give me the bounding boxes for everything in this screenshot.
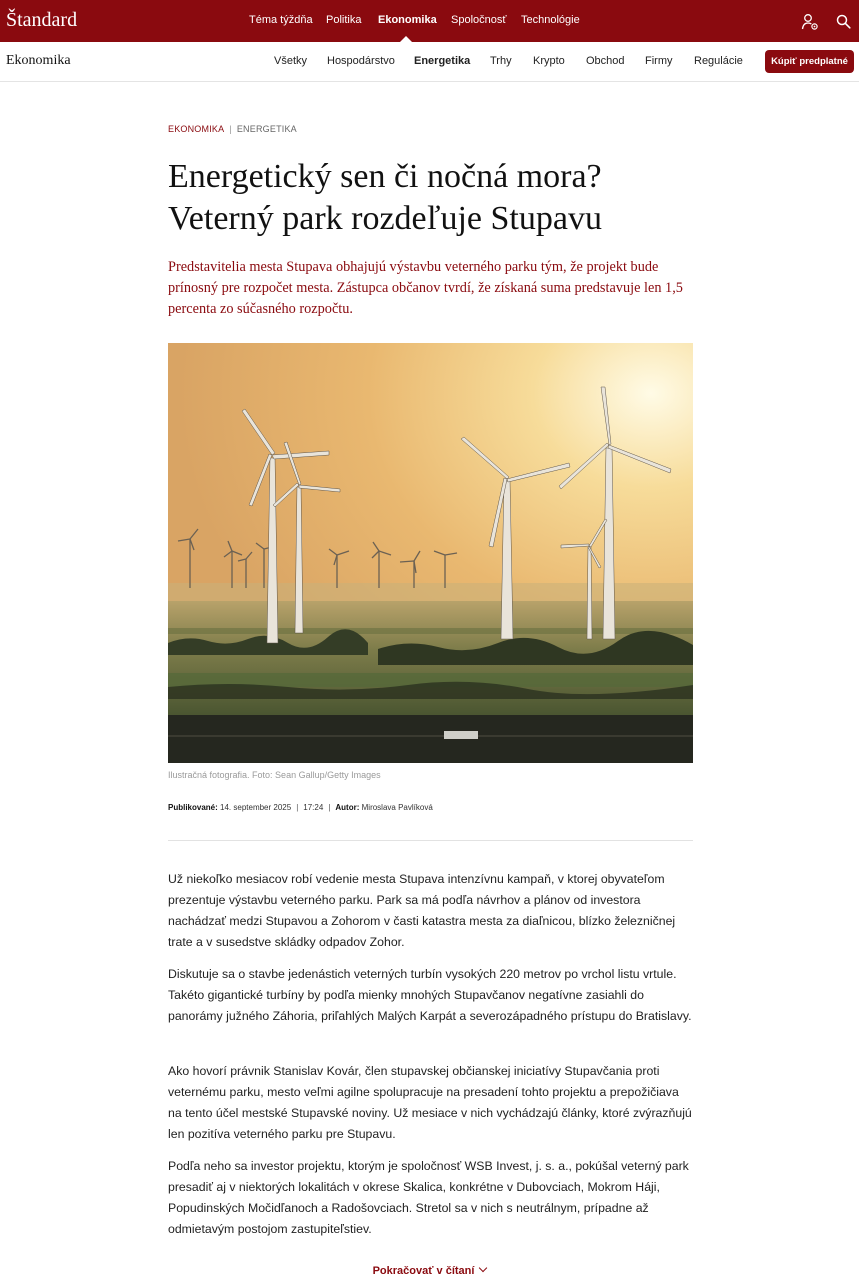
headline-line-2: Veterný park rozdeľuje Stupavu: [168, 200, 602, 237]
breadcrumb: [168, 124, 297, 134]
article-paragraph-3: Ako hovorí právnik Stanislav Kovár, člen stupavskej občianskej iniciatívy Stupavčania proti veternému parku, mesto veľmi agilne spolupracuje na presadení tohto projektu a prepožičiava na tento účel mestské Stupavské noviny. Už mesiace v nich vychádzajú články, ktoré zvýrazňujú len pozitíva veterného parku pre Stupavu.: [168, 1064, 692, 1141]
published-time: 17:24: [303, 803, 324, 812]
section-title[interactable]: Ekonomika: [6, 53, 71, 68]
article-meta: Publikované: 14. september 2025 | 17:24 | Autor: Miroslava Pavlíková: [168, 803, 433, 812]
article-perex: Predstavitelia mesta Stupava obhajujú výstavbu veterného parku tým, že projekt bude prínosný pre rozpočet mesta. Zástupca občanov tvrdí, že získaná suma predstavuje len 1,5 percenta zo súčasného rozpočtu.: [168, 259, 683, 317]
published-date: 14. september 2025: [220, 803, 292, 812]
article-paragraph-2: Diskutuje sa o stavbe jedenástich veterných turbín vysokých 220 metrov po vrchol listu vrtule. Takéto gigantické turbíny by podľa mienky mnohých Stupavčanov negatívne zasiahli do panorámy južného Záhoria, priľahlých Malých Karpát a severozápadného prístupu do Bratislavy.: [168, 967, 692, 1023]
continue-reading-button[interactable]: [0, 1265, 859, 1277]
meta-divider: [168, 840, 693, 841]
search-icon[interactable]: [836, 14, 851, 29]
site-logo[interactable]: Štandard: [6, 9, 78, 31]
subnav-item-regulacie[interactable]: Regulácie: [694, 55, 743, 67]
article-headline: [168, 156, 728, 240]
user-settings-icon[interactable]: [801, 13, 819, 31]
author-name[interactable]: Miroslava Pavlíková: [361, 803, 433, 812]
nav-item-politika[interactable]: Politika: [326, 14, 362, 26]
subnav-item-obchod[interactable]: Obchod: [586, 55, 625, 67]
subnav-item-krypto[interactable]: Krypto: [533, 55, 565, 67]
section-navigation-bar: [0, 42, 859, 82]
top-navigation-bar: [0, 0, 859, 42]
nav-item-spolocnost[interactable]: Spoločnosť: [451, 14, 507, 26]
subnav-item-hospodarstvo[interactable]: Hospodárstvo: [327, 55, 395, 67]
nav-item-tema-tyzdna[interactable]: Téma týždňa: [249, 14, 313, 26]
subnav-item-firmy[interactable]: Firmy: [645, 55, 673, 67]
subnav-item-vsetky[interactable]: Všetky: [274, 55, 308, 67]
published-label: Publikované:: [168, 803, 218, 812]
article-paragraph-1: Už niekoľko mesiacov robí vedenie mesta Stupava intenzívnu kampaň, v ktorej obyvateľom prezentuje výstavbu veterného parku. Park sa má podľa návrhov a plánov od investora nachádzať medzi Stupavou a Zohorom v časti katastra mesta za diaľnicou, blízko železničnej trate a v susedstve skládky odpadov Zohor.: [168, 872, 676, 949]
author-label: Autor:: [335, 803, 360, 812]
article-paragraph-4: Podľa neho sa investor projektu, ktorým je spoločnosť WSB Invest, j. s. a., pokúšal veterný park presadiť aj v niektorých lokalitách v okrese Skalica, konkrétne v Dubovciach, Mokrom Háji, Popudinských Močidľanoch a Radošovciach. Stretol sa v nich s neutrálnym, prípadne až odmietavým postojom zastupiteľstiev.: [168, 1159, 689, 1236]
nav-item-ekonomika[interactable]: Ekonomika: [378, 14, 437, 26]
continue-reading-label[interactable]: Pokračovať v čítaní: [372, 1265, 475, 1277]
breadcrumb-ekonomika[interactable]: EKONOMIKA: [168, 124, 225, 134]
headline-line-1: Energetický sen či nočná mora?: [168, 158, 602, 195]
chevron-down-icon[interactable]: [479, 1264, 487, 1272]
subnav-item-energetika[interactable]: Energetika: [414, 55, 471, 67]
subnav-item-trhy[interactable]: Trhy: [490, 55, 512, 67]
image-caption: Ilustračná fotografia. Foto: Sean Gallup/Getty Images: [168, 770, 381, 780]
main-nav: [0, 14, 859, 30]
article-photo-wind-turbines: [168, 343, 693, 763]
subscribe-button[interactable]: Kúpiť predplatné: [765, 50, 854, 73]
breadcrumb-energetika[interactable]: ENERGETIKA: [236, 124, 297, 134]
breadcrumb-separator: |: [229, 124, 232, 134]
nav-item-technologie[interactable]: Technológie: [521, 14, 580, 26]
